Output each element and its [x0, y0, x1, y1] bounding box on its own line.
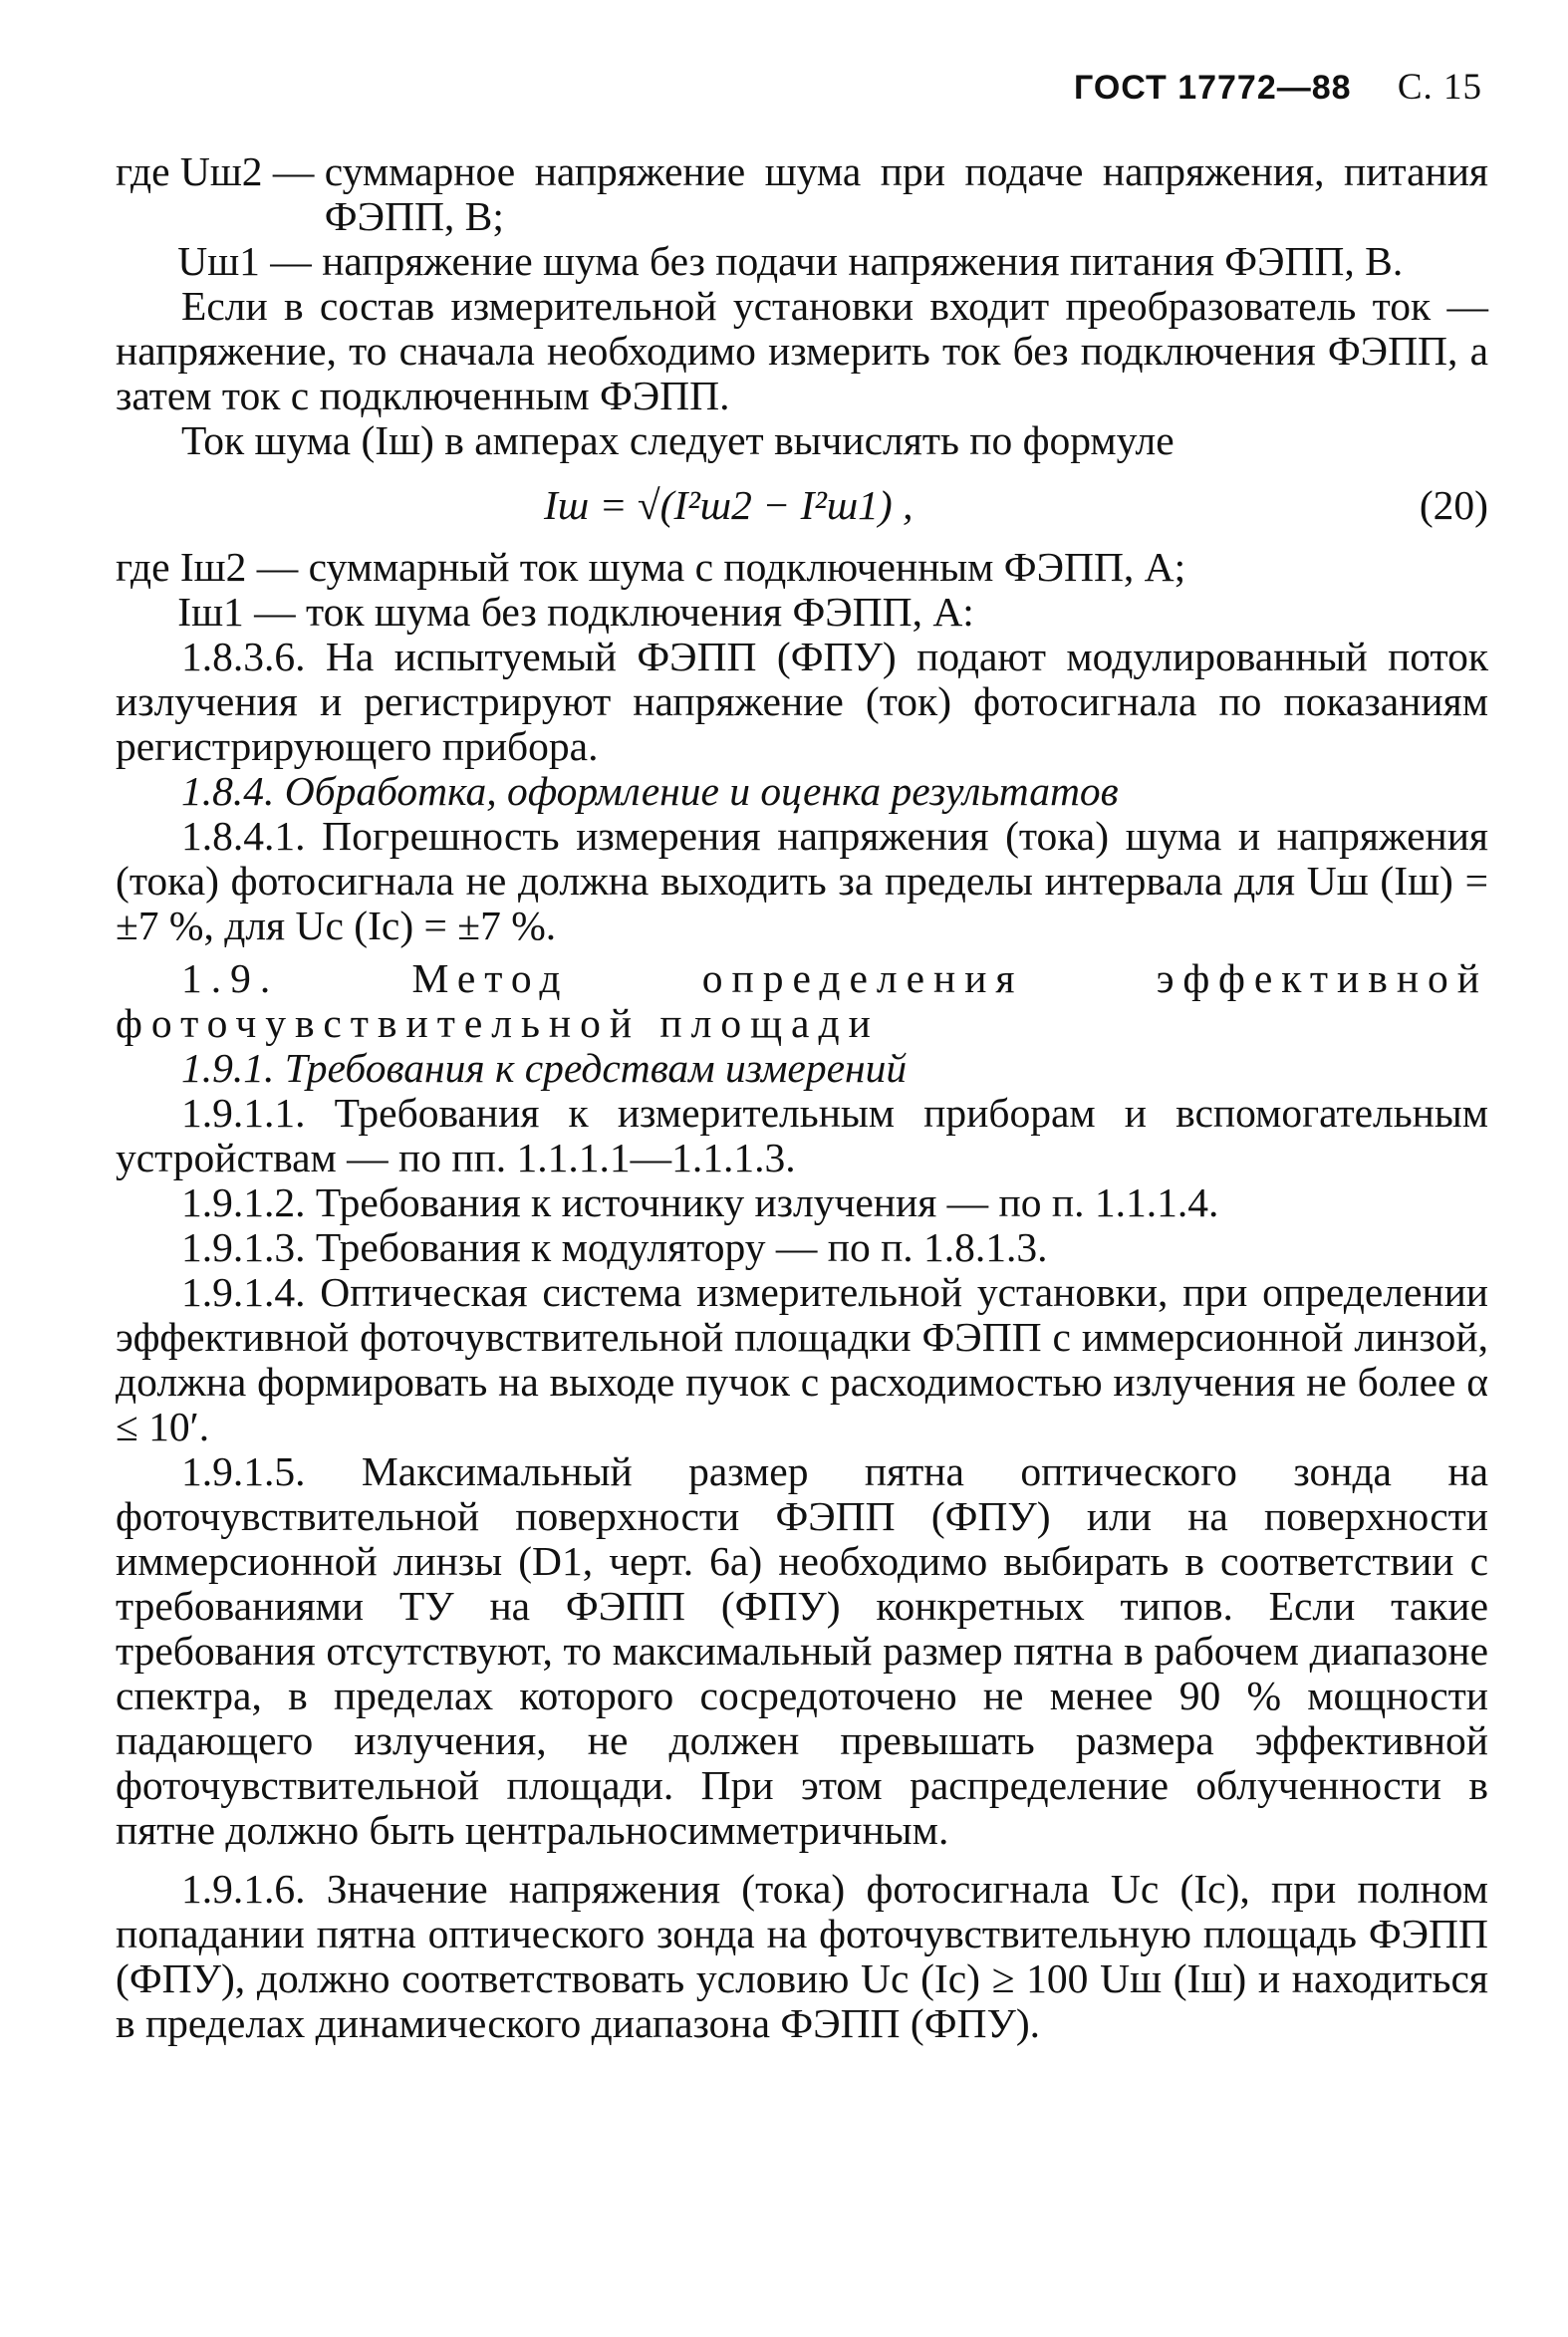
document-body: [116, 149, 1488, 2046]
page-header: [1074, 66, 1482, 109]
definition-symbol: где Iш2 —: [116, 544, 309, 590]
paragraph: Ток шума (Iш) в амперах следует вычислять по формуле: [181, 417, 1175, 463]
section-heading: 1.9.1. Требования к средствам измерений: [181, 1045, 908, 1091]
paragraph: 1.9.1.1. Требования к измерительным приборам и вспомогательным устройствам — по пп. 1.1.1.1—1.1.1.3.: [116, 1090, 1488, 1180]
paragraph: Если в состав измерительной установки входит преобразователь ток — напряжение, то сначала необходимо измерить ток без подключения ФЭПП, а затем ток с подключенным ФЭПП.: [116, 283, 1488, 418]
formula-number: (20): [1419, 481, 1488, 528]
paragraph: 1.9.1.6. Значение напряжения (тока) фотосигнала Uс (Iс), при полном попадании пятна оптического зонда на фоточувствительную площадь ФЭПП (ФПУ), должно соответствовать условию Uс (Iс) ≥ 100 Uш (Iш) и находиться в пределах динамического диапазона ФЭПП (ФПУ).: [116, 1866, 1488, 2046]
definition-text: ток шума без подключения ФЭПП, А:: [306, 589, 974, 635]
paragraph: 1.9.1.2. Требования к источнику излучения — по п. 1.1.1.4.: [181, 1179, 1219, 1225]
formula-expression: Iш = √(I²ш2 − I²ш1) ,: [544, 481, 914, 528]
definition-symbol: где Uш2 —: [116, 148, 325, 194]
section-heading: 1.8.4. Обработка, оформление и оценка результатов: [181, 768, 1119, 814]
definition-line: [116, 149, 1488, 239]
paragraph: 1.9.1.5. Максимальный размер пятна оптического зонда на фоточувствительной поверхности ФЭПП (ФПУ) или на поверхности иммерсионной линзы (D1, черт. 6а) необходимо выбирать в соответствии с требованиями ТУ на ФЭПП (ФПУ) конкретных типов. Если такие требования отсутствуют, то максимальный размер пятна в рабочем диапазоне спектра, в пределах которого сосредоточено не менее 90 % мощности падающего излучения, не должен превышать размера эффективной фоточувствительной площади. При этом распределение облученности в пятне должно быть центральносимметричным.: [116, 1448, 1488, 1853]
standard-number: ГОСТ 17772—88: [1074, 69, 1352, 107]
paragraph: 1.8.4.1. Погрешность измерения напряжения (тока) шума и напряжения (тока) фотосигнала не должна выходить за пределы интервала для Uш (Iш) = ±7 %, для Uс (Iс) = ±7 %.: [116, 813, 1488, 948]
definition-line: [116, 239, 1488, 284]
definition-symbol: Uш1 —: [116, 238, 323, 284]
definition-line: [116, 590, 1488, 635]
formula-20: [116, 469, 1488, 541]
definition-text: суммарное напряжение шума при подаче напряжения, питания ФЭПП, В;: [324, 148, 1488, 239]
definition-line: [116, 545, 1488, 590]
paragraph: 1.9.1.4. Оптическая система измерительной установки, при определении эффективной фоточувствительной площадки ФЭПП с иммерсионной линзой, должна формировать на выходе пучок с расходимостью излучения не более α ≤ 10′.: [116, 1269, 1488, 1449]
paragraph: 1.8.3.6. На испытуемый ФЭПП (ФПУ) подают модулированный поток излучения и регистрируют напряжение (ток) фотосигнала по показаниям регистрирующего прибора.: [116, 634, 1488, 769]
definition-text: напряжение шума без подачи напряжения питания ФЭПП, В.: [322, 238, 1404, 284]
page-number: С. 15: [1397, 67, 1482, 108]
definition-symbol: Iш1 —: [116, 589, 307, 635]
paragraph: 1.9.1.3. Требования к модулятору — по п. 1.8.1.3.: [181, 1224, 1048, 1270]
definition-text: суммарный ток шума с подключенным ФЭПП, А;: [308, 544, 1186, 590]
section-title: 1.9. Метод определения эффективной фоточувствительной площади: [116, 955, 1488, 1046]
